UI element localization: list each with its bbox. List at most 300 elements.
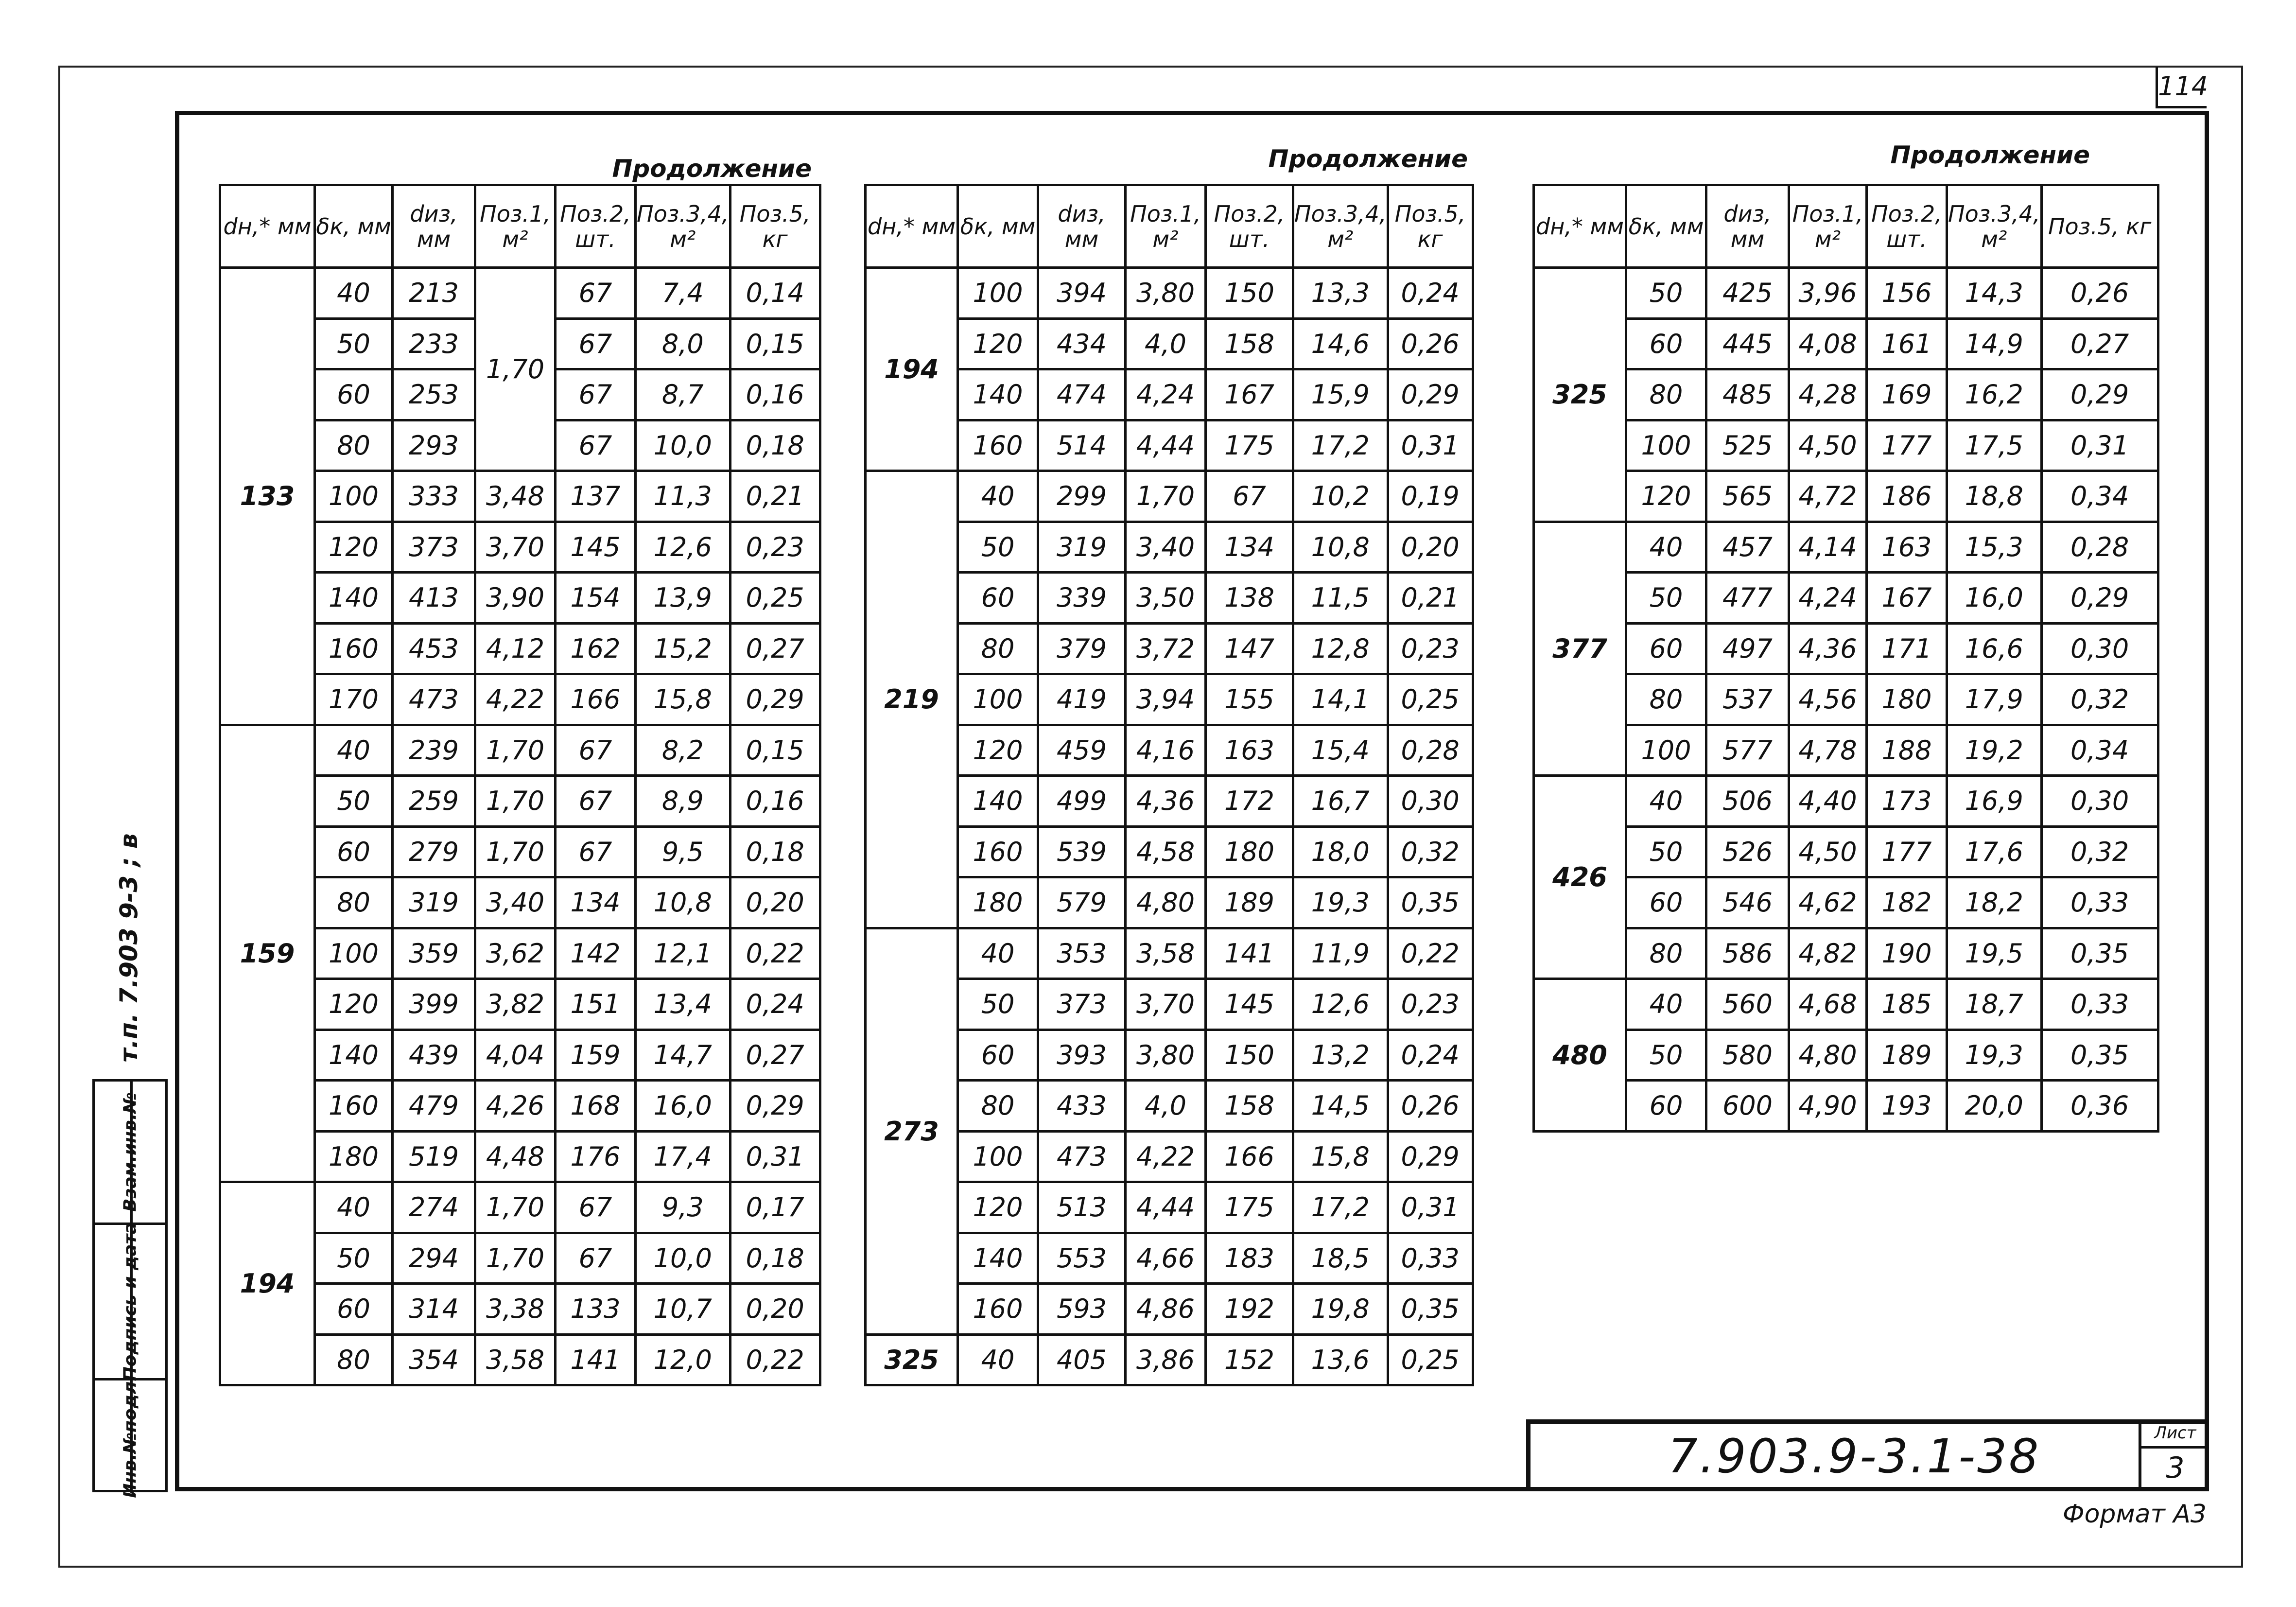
table-cell: 3,40 xyxy=(1126,522,1206,573)
table-cell: 0,29 xyxy=(1388,369,1473,420)
table-cell: 0,32 xyxy=(2041,674,2158,725)
table-cell: 0,17 xyxy=(730,1182,820,1233)
column-header: Поз.5, кг xyxy=(730,185,820,268)
table-cell: 173 xyxy=(1867,776,1947,827)
table-cell: 40 xyxy=(315,725,393,776)
table-cell: 1,70 xyxy=(475,776,556,827)
table-cell: 0,28 xyxy=(2041,522,2158,573)
table-row xyxy=(1534,471,2158,522)
table-cell: 4,26 xyxy=(475,1081,556,1132)
table-cell: 193 xyxy=(1867,1081,1947,1132)
table-cell: 67 xyxy=(556,826,636,877)
table-cell: 182 xyxy=(1867,877,1947,928)
table-cell: 140 xyxy=(958,369,1038,420)
table-cell: 4,78 xyxy=(1789,725,1867,776)
table-cell: 0,29 xyxy=(1388,1131,1473,1182)
column-header: Поз.3,4, м² xyxy=(1947,185,2042,268)
table-cell: 4,68 xyxy=(1789,979,1867,1030)
table-cell: 142 xyxy=(556,928,636,979)
table-cell: 4,66 xyxy=(1126,1233,1206,1284)
table-cell: 4,50 xyxy=(1789,826,1867,877)
table-cell: 67 xyxy=(556,420,636,471)
table-cell: 0,33 xyxy=(2041,979,2158,1030)
group-dn-cell: 426 xyxy=(1534,776,1626,979)
table-cell: 67 xyxy=(556,268,636,319)
column-header: Поз.3,4, м² xyxy=(636,185,731,268)
table-cell: 40 xyxy=(958,471,1038,522)
table-row xyxy=(1534,928,2158,979)
table-cell: 0,30 xyxy=(1388,776,1473,827)
table-cell: 100 xyxy=(315,471,393,522)
table-row xyxy=(1534,725,2158,776)
table-cell: 15,9 xyxy=(1293,369,1388,420)
table-cell: 50 xyxy=(315,318,393,369)
stamp-label-inv: Взам.инв.№ xyxy=(120,1092,140,1212)
table-cell: 319 xyxy=(393,877,475,928)
table-cell: 18,8 xyxy=(1947,471,2042,522)
table-cell: 80 xyxy=(315,420,393,471)
table-cell: 13,6 xyxy=(1293,1334,1388,1385)
table-cell: 0,20 xyxy=(1388,522,1473,573)
table-cell: 10,8 xyxy=(1293,522,1388,573)
table-cell: 140 xyxy=(315,1030,393,1081)
table-cell: 50 xyxy=(958,522,1038,573)
table-cell: 0,29 xyxy=(2041,573,2158,624)
table-cell: 185 xyxy=(1867,979,1947,1030)
table-cell: 16,2 xyxy=(1947,369,2042,420)
table-cell: 50 xyxy=(1626,573,1706,624)
side-reference: т.п. 7.903 9-3 ; в xyxy=(115,833,143,1063)
table-cell: 4,36 xyxy=(1126,776,1206,827)
table-cell: 0,23 xyxy=(1388,623,1473,674)
column-header: Поз.5, кг xyxy=(1388,185,1473,268)
table-cell: 14,1 xyxy=(1293,674,1388,725)
table-cell: 459 xyxy=(1038,725,1126,776)
table-cell: 514 xyxy=(1038,420,1126,471)
table-row xyxy=(220,725,820,776)
table xyxy=(1532,184,2159,1133)
table-cell: 16,7 xyxy=(1293,776,1388,827)
table-cell: 1,70 xyxy=(475,826,556,877)
stamp-label-sign: Подпись и дата xyxy=(120,1222,140,1381)
table-cell: 167 xyxy=(1867,573,1947,624)
table-cell: 394 xyxy=(1038,268,1126,319)
table-cell: 192 xyxy=(1206,1284,1293,1335)
table-cell: 485 xyxy=(1706,369,1789,420)
table-cell: 162 xyxy=(556,623,636,674)
table-cell: 133 xyxy=(556,1284,636,1335)
table-cell: 50 xyxy=(315,776,393,827)
table-cell: 67 xyxy=(556,776,636,827)
table-cell: 4,14 xyxy=(1789,522,1867,573)
table-cell: 1,70 xyxy=(475,268,556,471)
table-cell: 15,2 xyxy=(636,623,731,674)
table-cell: 160 xyxy=(958,826,1038,877)
table-cell: 80 xyxy=(958,1081,1038,1132)
table-cell: 67 xyxy=(556,725,636,776)
table-cell: 3,86 xyxy=(1126,1334,1206,1385)
table-cell: 4,48 xyxy=(475,1131,556,1182)
table-cell: 0,35 xyxy=(1388,1284,1473,1335)
table-cell: 80 xyxy=(1626,928,1706,979)
group-dn-cell: 159 xyxy=(220,725,315,1182)
table-cell: 17,2 xyxy=(1293,420,1388,471)
table-cell: 1,70 xyxy=(475,1182,556,1233)
table-cell: 100 xyxy=(1626,725,1706,776)
table-cell: 167 xyxy=(1206,369,1293,420)
continuation-label-1: Продолжение xyxy=(612,155,812,183)
table-cell: 0,24 xyxy=(1388,1030,1473,1081)
column-header: δк, мм xyxy=(958,185,1038,268)
table-cell: 138 xyxy=(1206,573,1293,624)
column-header: dн,* мм xyxy=(220,185,315,268)
table-cell: 10,0 xyxy=(636,420,731,471)
table-cell: 150 xyxy=(1206,1030,1293,1081)
table-cell: 373 xyxy=(1038,979,1126,1030)
table-cell: 120 xyxy=(958,725,1038,776)
table-cell: 4,12 xyxy=(475,623,556,674)
table-cell: 175 xyxy=(1206,420,1293,471)
table-cell: 100 xyxy=(958,1131,1038,1182)
table-cell: 213 xyxy=(393,268,475,319)
table-cell: 519 xyxy=(393,1131,475,1182)
table-cell: 12,0 xyxy=(636,1334,731,1385)
group-dn-cell: 325 xyxy=(866,1334,958,1385)
table-cell: 526 xyxy=(1706,826,1789,877)
table-cell: 0,30 xyxy=(2041,776,2158,827)
table-cell: 3,58 xyxy=(475,1334,556,1385)
table-cell: 4,24 xyxy=(1126,369,1206,420)
table-cell: 40 xyxy=(1626,979,1706,1030)
table-cell: 0,14 xyxy=(730,268,820,319)
column-header: dн,* мм xyxy=(866,185,958,268)
table-cell: 40 xyxy=(958,928,1038,979)
column-header: Поз.3,4, м² xyxy=(1293,185,1388,268)
column-header: Поз.1, м² xyxy=(1126,185,1206,268)
table-cell: 186 xyxy=(1867,471,1947,522)
table-cell: 155 xyxy=(1206,674,1293,725)
table-cell: 141 xyxy=(1206,928,1293,979)
table-cell: 0,29 xyxy=(730,674,820,725)
table-cell: 0,18 xyxy=(730,1233,820,1284)
table-cell: 163 xyxy=(1867,522,1947,573)
table-cell: 3,90 xyxy=(475,573,556,624)
table-cell: 154 xyxy=(556,573,636,624)
table-cell: 156 xyxy=(1867,268,1947,319)
table-cell: 137 xyxy=(556,471,636,522)
table-cell: 158 xyxy=(1206,1081,1293,1132)
table-cell: 3,82 xyxy=(475,979,556,1030)
table-cell: 0,19 xyxy=(1388,471,1473,522)
table-cell: 4,44 xyxy=(1126,1182,1206,1233)
table-cell: 18,5 xyxy=(1293,1233,1388,1284)
table-row xyxy=(220,1182,820,1233)
table-cell: 419 xyxy=(1038,674,1126,725)
table-cell: 17,9 xyxy=(1947,674,2042,725)
table xyxy=(219,184,821,1386)
group-dn-cell: 325 xyxy=(1534,268,1626,522)
table-cell: 0,29 xyxy=(730,1081,820,1132)
table-cell: 67 xyxy=(1206,471,1293,522)
table-cell: 0,36 xyxy=(2041,1081,2158,1132)
table-cell: 188 xyxy=(1867,725,1947,776)
table-cell: 4,22 xyxy=(475,674,556,725)
table-cell: 0,22 xyxy=(730,1334,820,1385)
table-cell: 140 xyxy=(958,1233,1038,1284)
table-cell: 140 xyxy=(315,573,393,624)
table-cell: 120 xyxy=(958,318,1038,369)
table-cell: 134 xyxy=(1206,522,1293,573)
table-cell: 4,90 xyxy=(1789,1081,1867,1132)
group-dn-cell: 480 xyxy=(1534,979,1626,1132)
table-row xyxy=(1534,268,2158,319)
table-cell: 4,72 xyxy=(1789,471,1867,522)
table-cell: 4,50 xyxy=(1789,420,1867,471)
table-cell: 4,36 xyxy=(1789,623,1867,674)
table-cell: 0,16 xyxy=(730,369,820,420)
table-cell: 4,04 xyxy=(475,1030,556,1081)
table-cell: 600 xyxy=(1706,1081,1789,1132)
table-cell: 80 xyxy=(958,623,1038,674)
table-cell: 279 xyxy=(393,826,475,877)
table-cell: 3,94 xyxy=(1126,674,1206,725)
table-cell: 160 xyxy=(958,1284,1038,1335)
table-cell: 15,8 xyxy=(1293,1131,1388,1182)
table-cell: 537 xyxy=(1706,674,1789,725)
table-cell: 141 xyxy=(556,1334,636,1385)
table-cell: 0,32 xyxy=(1388,826,1473,877)
sheet-number: 3 xyxy=(2166,1451,2185,1485)
table-cell: 80 xyxy=(315,1334,393,1385)
table-cell: 60 xyxy=(958,1030,1038,1081)
table-cell: 16,0 xyxy=(636,1081,731,1132)
table xyxy=(864,184,1474,1386)
sheet-top-number: 114 xyxy=(2156,67,2207,108)
table-cell: 180 xyxy=(1867,674,1947,725)
table-cell: 0,25 xyxy=(1388,1334,1473,1385)
table-cell: 4,22 xyxy=(1126,1131,1206,1182)
column-header: δк, мм xyxy=(315,185,393,268)
table-cell: 506 xyxy=(1706,776,1789,827)
table-cell: 4,82 xyxy=(1789,928,1867,979)
table-cell: 100 xyxy=(958,268,1038,319)
table-cell: 4,16 xyxy=(1126,725,1206,776)
table-cell: 13,2 xyxy=(1293,1030,1388,1081)
table-cell: 0,30 xyxy=(2041,623,2158,674)
stamp-cell-orig xyxy=(95,1375,165,1498)
table-row xyxy=(1534,573,2158,624)
table-cell: 10,0 xyxy=(636,1233,731,1284)
group-dn-cell: 219 xyxy=(866,471,958,928)
table-cell: 4,24 xyxy=(1789,573,1867,624)
table-cell: 477 xyxy=(1706,573,1789,624)
table-cell: 50 xyxy=(1626,826,1706,877)
table-cell: 120 xyxy=(1626,471,1706,522)
table-cell: 14,9 xyxy=(1947,318,2042,369)
table-cell: 474 xyxy=(1038,369,1126,420)
table-cell: 0,20 xyxy=(730,877,820,928)
table-cell: 8,9 xyxy=(636,776,731,827)
sheet-label: Лист xyxy=(2141,1419,2209,1449)
column-header: dиз, мм xyxy=(1706,185,1789,268)
table-cell: 12,6 xyxy=(636,522,731,573)
table-cell: 171 xyxy=(1867,623,1947,674)
table-cell: 60 xyxy=(315,1284,393,1335)
table-cell: 0,21 xyxy=(1388,573,1473,624)
table-cell: 4,58 xyxy=(1126,826,1206,877)
table-cell: 0,31 xyxy=(730,1131,820,1182)
table-cell: 0,33 xyxy=(2041,877,2158,928)
table-cell: 379 xyxy=(1038,623,1126,674)
table-cell: 0,23 xyxy=(1388,979,1473,1030)
table-cell: 593 xyxy=(1038,1284,1126,1335)
table-cell: 50 xyxy=(1626,268,1706,319)
table-cell: 314 xyxy=(393,1284,475,1335)
table-cell: 0,35 xyxy=(2041,1030,2158,1081)
table-cell: 134 xyxy=(556,877,636,928)
table-cell: 333 xyxy=(393,471,475,522)
table-cell: 393 xyxy=(1038,1030,1126,1081)
table-cell: 4,0 xyxy=(1126,318,1206,369)
table-cell: 0,29 xyxy=(2041,369,2158,420)
table-cell: 100 xyxy=(958,674,1038,725)
table-cell: 0,26 xyxy=(2041,268,2158,319)
table-cell: 233 xyxy=(393,318,475,369)
table-cell: 0,31 xyxy=(1388,420,1473,471)
table-cell: 40 xyxy=(1626,776,1706,827)
table-cell: 577 xyxy=(1706,725,1789,776)
table-cell: 274 xyxy=(393,1182,475,1233)
table-cell: 0,35 xyxy=(2041,928,2158,979)
table-cell: 13,3 xyxy=(1293,268,1388,319)
table-cell: 17,4 xyxy=(636,1131,731,1182)
table-cell: 0,31 xyxy=(2041,420,2158,471)
table-cell: 50 xyxy=(315,1233,393,1284)
table-cell: 14,7 xyxy=(636,1030,731,1081)
table-cell: 60 xyxy=(1626,318,1706,369)
table-cell: 140 xyxy=(958,776,1038,827)
data-table-3 xyxy=(1532,184,2159,1133)
table-cell: 19,8 xyxy=(1293,1284,1388,1335)
table-cell: 16,6 xyxy=(1947,623,2042,674)
table-cell: 120 xyxy=(958,1182,1038,1233)
table-cell: 60 xyxy=(315,369,393,420)
table-row xyxy=(1534,623,2158,674)
table-cell: 0,32 xyxy=(2041,826,2158,877)
table-cell: 0,27 xyxy=(2041,318,2158,369)
table-cell: 16,9 xyxy=(1947,776,2042,827)
table-cell: 14,3 xyxy=(1947,268,2042,319)
table-cell: 513 xyxy=(1038,1182,1126,1233)
table-cell: 434 xyxy=(1038,318,1126,369)
table-cell: 120 xyxy=(315,979,393,1030)
table-cell: 145 xyxy=(556,522,636,573)
column-header: Поз.2, шт. xyxy=(1206,185,1293,268)
table-row xyxy=(1534,420,2158,471)
table-cell: 13,9 xyxy=(636,573,731,624)
table-cell: 413 xyxy=(393,573,475,624)
header-row xyxy=(220,185,820,268)
table-cell: 67 xyxy=(556,369,636,420)
group-dn-cell: 133 xyxy=(220,268,315,725)
table-cell: 1,70 xyxy=(475,1233,556,1284)
table-cell: 4,40 xyxy=(1789,776,1867,827)
table-cell: 0,15 xyxy=(730,725,820,776)
column-header: Поз.1, м² xyxy=(475,185,556,268)
table-cell: 8,2 xyxy=(636,725,731,776)
table-cell: 4,0 xyxy=(1126,1081,1206,1132)
table-cell: 353 xyxy=(1038,928,1126,979)
table-cell: 0,34 xyxy=(2041,725,2158,776)
table-cell: 253 xyxy=(393,369,475,420)
table-cell: 3,40 xyxy=(475,877,556,928)
table-cell: 13,4 xyxy=(636,979,731,1030)
header-row xyxy=(866,185,1473,268)
table-cell: 1,70 xyxy=(1126,471,1206,522)
table-cell: 151 xyxy=(556,979,636,1030)
table-cell: 0,26 xyxy=(1388,1081,1473,1132)
table-cell: 0,28 xyxy=(1388,725,1473,776)
table-row xyxy=(866,268,1473,319)
table-cell: 3,50 xyxy=(1126,573,1206,624)
continuation-label-2: Продолжение xyxy=(1268,145,1468,173)
table-cell: 7,4 xyxy=(636,268,731,319)
group-dn-cell: 377 xyxy=(1534,522,1626,776)
table-cell: 9,5 xyxy=(636,826,731,877)
stamp-cell-inv xyxy=(95,1082,165,1223)
table-cell: 1,70 xyxy=(475,725,556,776)
table-cell: 189 xyxy=(1867,1030,1947,1081)
table-cell: 40 xyxy=(315,268,393,319)
table-cell: 67 xyxy=(556,1233,636,1284)
table-cell: 3,80 xyxy=(1126,1030,1206,1081)
table-cell: 50 xyxy=(958,979,1038,1030)
table-row xyxy=(1534,318,2158,369)
column-header: Поз.2, шт. xyxy=(1867,185,1947,268)
table-cell: 15,8 xyxy=(636,674,731,725)
table-cell: 3,96 xyxy=(1789,268,1867,319)
table-cell: 405 xyxy=(1038,1334,1126,1385)
column-header: dн,* мм xyxy=(1534,185,1626,268)
table-cell: 0,34 xyxy=(2041,471,2158,522)
table-row xyxy=(866,1334,1473,1385)
table-cell: 239 xyxy=(393,725,475,776)
table-cell: 60 xyxy=(315,826,393,877)
table-cell: 479 xyxy=(393,1081,475,1132)
table-cell: 319 xyxy=(1038,522,1126,573)
table-cell: 120 xyxy=(315,522,393,573)
table-cell: 3,62 xyxy=(475,928,556,979)
table-cell: 497 xyxy=(1706,623,1789,674)
column-header: Поз.1, м² xyxy=(1789,185,1867,268)
table-cell: 579 xyxy=(1038,877,1126,928)
table-cell: 147 xyxy=(1206,623,1293,674)
table-cell: 67 xyxy=(556,318,636,369)
table-cell: 0,18 xyxy=(730,826,820,877)
table-cell: 0,25 xyxy=(730,573,820,624)
table-cell: 4,44 xyxy=(1126,420,1206,471)
table-cell: 40 xyxy=(315,1182,393,1233)
table-cell: 0,25 xyxy=(1388,674,1473,725)
table-cell: 586 xyxy=(1706,928,1789,979)
column-header: dиз, мм xyxy=(393,185,475,268)
table-cell: 445 xyxy=(1706,318,1789,369)
table-cell: 12,8 xyxy=(1293,623,1388,674)
table-cell: 161 xyxy=(1867,318,1947,369)
table-cell: 4,62 xyxy=(1789,877,1867,928)
table-cell: 3,48 xyxy=(475,471,556,522)
table-cell: 80 xyxy=(1626,369,1706,420)
